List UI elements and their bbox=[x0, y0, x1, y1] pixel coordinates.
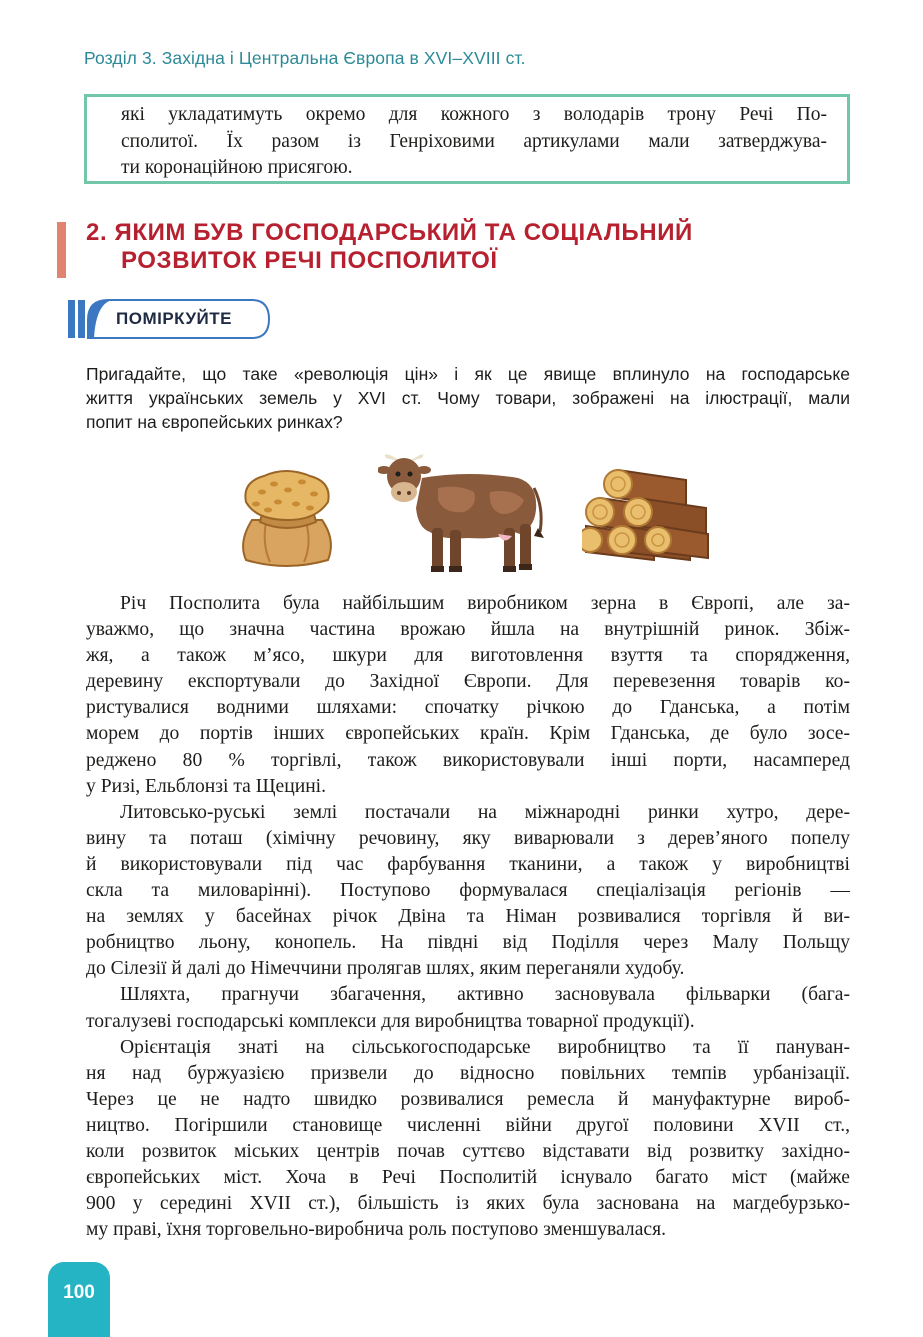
cow-icon bbox=[378, 448, 548, 578]
text-line: коли розвиток міських центрів почав суттєво відставати від розвитку західно- bbox=[86, 1140, 850, 1162]
text-line: Литовсько-руські землі постачали на міжнародні ринки хутро, дере- bbox=[120, 801, 850, 823]
box-line: ти коронаційною присягою. bbox=[121, 157, 353, 178]
box-line: які укладатимуть окремо для кожного з володарів трону Речі По- bbox=[121, 104, 827, 125]
text-line: уважмо, що значна частина врожаю йшла на внутрішній ринок. Збіж- bbox=[86, 619, 850, 641]
prompt-line: Пригадайте, що таке «революція цін» і як це явище вплинуло на господарське bbox=[86, 364, 850, 384]
section-title bbox=[86, 219, 693, 275]
text-line: у Ризі, Ельблонзі та Щецині. bbox=[86, 775, 327, 797]
text-line: робництво льону, конопель. На півдні від Поділля через Малу Польщу bbox=[86, 932, 850, 954]
log-pile-icon bbox=[582, 462, 712, 562]
text-line: реджено 80 % торгівлі, також використовували інші порти, насамперед bbox=[86, 749, 850, 771]
text-line: тогалузеві господарські комплекси для виробництва товарної продукції). bbox=[86, 1010, 695, 1032]
think-label: ПОМІРКУЙТЕ bbox=[116, 309, 232, 328]
text-line: й використовували під час фарбування тканини, а також у виробництві bbox=[86, 853, 850, 875]
section-accent-bar bbox=[57, 222, 66, 278]
text-line: скла та миловарінні). Поступово формувалася спеціалізація регіонів — bbox=[86, 880, 850, 902]
body-text bbox=[86, 591, 850, 1243]
text-line: Річ Посполита була найбільшим виробником зерна в Європі, але за- bbox=[120, 593, 850, 614]
text-line: вину та поташ (хімічну речовину, яку виварювали з дерев’яного попелу bbox=[86, 827, 850, 849]
page-number: 100 bbox=[63, 1282, 95, 1303]
text-line: 900 у середині XVII ст.), більшість із яких була заснована на магдебурзько- bbox=[86, 1193, 850, 1215]
paragraph bbox=[86, 1035, 850, 1244]
text-line: ня над буржуазією призвели до відносно повільних темпів урбанізації. bbox=[86, 1062, 850, 1084]
text-line: ристувалися водними шляхами: спочатку річкою до Гданська, а потім bbox=[86, 697, 850, 719]
running-head: Розділ 3. Західна і Центральна Європа в XVI–XVIII ст. bbox=[84, 48, 526, 68]
text-line: жя, а також м’ясо, шкури для виготовлення взуття та спорядження, bbox=[86, 645, 850, 667]
text-line: на землях у басейнах річок Двіна та Німан розвивалися торгівля й ви- bbox=[86, 906, 850, 928]
prompt-line: життя українських земель у XVI ст. Чому товари, зображені на ілюстрації, мали bbox=[86, 388, 850, 408]
text-line: морем до портів інших європейських країн. Крім Гданська, де було зосе- bbox=[86, 723, 850, 745]
page-number-tab bbox=[48, 1262, 110, 1337]
paragraph bbox=[86, 591, 850, 800]
paragraph bbox=[86, 800, 850, 983]
text-line: до Сілезії й далі до Німеччини пролягав шлях, яким переганяли худобу. bbox=[86, 958, 685, 980]
text-line: Шляхта, прагнучи збагачення, активно засновувала фільварки (бага- bbox=[120, 984, 850, 1006]
text-line: деревину експортували до Західної Європи. Для перевезення товарів ко- bbox=[86, 671, 850, 693]
text-line: Орієнтація знаті на сільськогосподарське виробництво та її пануван- bbox=[120, 1036, 850, 1058]
continuation-box bbox=[84, 94, 850, 184]
box-line: сполитої. Їх разом із Генріховими артикулами мали затверджува- bbox=[121, 130, 827, 152]
text-line: Через це не надто швидко розвивалися ремесла й мануфактурне вироб- bbox=[86, 1088, 850, 1110]
paragraph bbox=[86, 982, 850, 1034]
text-line: ництво. Погіршили становище численні війни другої половини XVII ст., bbox=[86, 1114, 850, 1136]
think-prompt bbox=[86, 362, 850, 434]
prompt-line: попит на європейських ринках? bbox=[86, 412, 343, 432]
text-line: му праві, їхня торговельно-виробнича роль поступово зменшувалася. bbox=[86, 1219, 667, 1241]
text-line: європейських міст. Хоча в Речі Посполитій існувало багато міст (майже bbox=[86, 1167, 850, 1189]
think-badge bbox=[68, 298, 272, 340]
grain-sack-icon bbox=[232, 462, 340, 570]
section-title-line: 2. ЯКИМ БУВ ГОСПОДАРСЬКИЙ ТА СОЦІАЛЬНИЙ bbox=[86, 219, 693, 246]
section-title-line: РОЗВИТОК РЕЧІ ПОСПОЛИТОЇ bbox=[121, 247, 498, 274]
